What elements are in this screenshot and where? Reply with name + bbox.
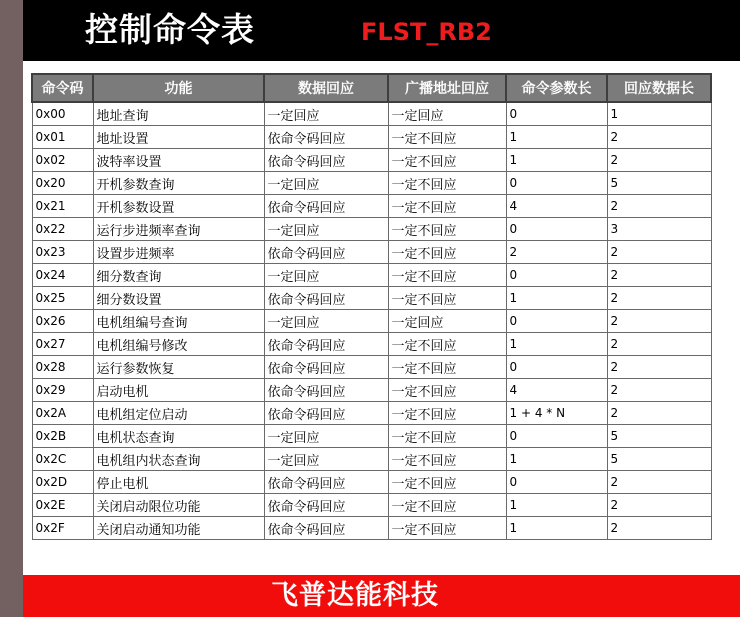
column-header-data-response: 数据回应 xyxy=(264,74,388,102)
cell-response-length: 2 xyxy=(607,264,711,287)
cell-command-code: 0x2F xyxy=(32,517,93,540)
cell-function: 运行参数恢复 xyxy=(93,356,264,379)
cell-function: 细分数设置 xyxy=(93,287,264,310)
table-row xyxy=(32,494,711,517)
column-header-response-length: 回应数据长 xyxy=(607,74,711,102)
cell-function: 关闭启动限位功能 xyxy=(93,494,264,517)
cell-broadcast-response: 一定不回应 xyxy=(388,172,506,195)
cell-data-response: 一定回应 xyxy=(264,102,388,126)
cell-broadcast-response: 一定不回应 xyxy=(388,241,506,264)
cell-command-code: 0x28 xyxy=(32,356,93,379)
cell-param-length: 1 xyxy=(506,333,607,356)
cell-broadcast-response: 一定不回应 xyxy=(388,149,506,172)
cell-broadcast-response: 一定回应 xyxy=(388,310,506,333)
command-table xyxy=(31,73,712,540)
cell-command-code: 0x2B xyxy=(32,425,93,448)
cell-command-code: 0x02 xyxy=(32,149,93,172)
cell-response-length: 5 xyxy=(607,425,711,448)
cell-data-response: 依命令码回应 xyxy=(264,494,388,517)
cell-data-response: 依命令码回应 xyxy=(264,241,388,264)
cell-function: 关闭启动通知功能 xyxy=(93,517,264,540)
cell-data-response: 依命令码回应 xyxy=(264,195,388,218)
column-header-command-code: 命令码 xyxy=(32,74,93,102)
cell-response-length: 2 xyxy=(607,402,711,425)
cell-param-length: 0 xyxy=(506,102,607,126)
cell-broadcast-response: 一定不回应 xyxy=(388,333,506,356)
cell-data-response: 一定回应 xyxy=(264,425,388,448)
cell-broadcast-response: 一定不回应 xyxy=(388,379,506,402)
table-row xyxy=(32,126,711,149)
cell-param-length: 1 xyxy=(506,149,607,172)
table-row xyxy=(32,517,711,540)
cell-function: 地址查询 xyxy=(93,102,264,126)
cell-data-response: 依命令码回应 xyxy=(264,333,388,356)
table-row xyxy=(32,264,711,287)
table-row xyxy=(32,425,711,448)
cell-function: 运行步进频率查询 xyxy=(93,218,264,241)
cell-command-code: 0x2E xyxy=(32,494,93,517)
cell-data-response: 一定回应 xyxy=(264,310,388,333)
cell-param-length: 1 xyxy=(506,517,607,540)
table-row xyxy=(32,195,711,218)
table-row xyxy=(32,241,711,264)
cell-function: 电机组编号查询 xyxy=(93,310,264,333)
footer-bar xyxy=(23,575,740,617)
cell-response-length: 5 xyxy=(607,448,711,471)
table-row xyxy=(32,218,711,241)
command-table-container xyxy=(31,73,710,559)
cell-function: 开机参数设置 xyxy=(93,195,264,218)
cell-command-code: 0x26 xyxy=(32,310,93,333)
cell-param-length: 1 xyxy=(506,287,607,310)
cell-response-length: 2 xyxy=(607,333,711,356)
cell-param-length: 0 xyxy=(506,172,607,195)
cell-response-length: 5 xyxy=(607,172,711,195)
cell-response-length: 2 xyxy=(607,471,711,494)
cell-data-response: 依命令码回应 xyxy=(264,471,388,494)
table-row xyxy=(32,287,711,310)
cell-function: 电机组定位启动 xyxy=(93,402,264,425)
cell-broadcast-response: 一定不回应 xyxy=(388,287,506,310)
cell-response-length: 3 xyxy=(607,218,711,241)
cell-param-length: 0 xyxy=(506,310,607,333)
table-row xyxy=(32,310,711,333)
cell-param-length: 0 xyxy=(506,356,607,379)
table-row xyxy=(32,333,711,356)
cell-command-code: 0x00 xyxy=(32,102,93,126)
cell-broadcast-response: 一定不回应 xyxy=(388,425,506,448)
cell-data-response: 一定回应 xyxy=(264,172,388,195)
cell-function: 地址设置 xyxy=(93,126,264,149)
cell-function: 设置步进频率 xyxy=(93,241,264,264)
column-header-function: 功能 xyxy=(93,74,264,102)
cell-broadcast-response: 一定不回应 xyxy=(388,517,506,540)
cell-broadcast-response: 一定不回应 xyxy=(388,494,506,517)
cell-param-length: 1 + 4 * N xyxy=(506,402,607,425)
cell-param-length: 0 xyxy=(506,218,607,241)
cell-command-code: 0x25 xyxy=(32,287,93,310)
cell-param-length: 1 xyxy=(506,448,607,471)
table-row xyxy=(32,448,711,471)
cell-command-code: 0x2D xyxy=(32,471,93,494)
cell-function: 启动电机 xyxy=(93,379,264,402)
cell-data-response: 一定回应 xyxy=(264,264,388,287)
cell-response-length: 2 xyxy=(607,356,711,379)
cell-broadcast-response: 一定不回应 xyxy=(388,356,506,379)
cell-data-response: 依命令码回应 xyxy=(264,379,388,402)
cell-function: 电机组内状态查询 xyxy=(93,448,264,471)
cell-param-length: 1 xyxy=(506,126,607,149)
table-row xyxy=(32,471,711,494)
cell-broadcast-response: 一定回应 xyxy=(388,102,506,126)
cell-broadcast-response: 一定不回应 xyxy=(388,126,506,149)
page-title: 控制命令表 xyxy=(85,10,255,49)
cell-function: 电机状态查询 xyxy=(93,425,264,448)
cell-function: 波特率设置 xyxy=(93,149,264,172)
cell-data-response: 依命令码回应 xyxy=(264,287,388,310)
table-row xyxy=(32,356,711,379)
cell-command-code: 0x23 xyxy=(32,241,93,264)
cell-data-response: 一定回应 xyxy=(264,448,388,471)
company-name: 飞普达能科技 xyxy=(271,580,439,611)
cell-broadcast-response: 一定不回应 xyxy=(388,218,506,241)
cell-command-code: 0x2A xyxy=(32,402,93,425)
cell-response-length: 2 xyxy=(607,310,711,333)
column-header-param-length: 命令参数长 xyxy=(506,74,607,102)
cell-command-code: 0x24 xyxy=(32,264,93,287)
table-row xyxy=(32,172,711,195)
cell-response-length: 1 xyxy=(607,102,711,126)
cell-param-length: 2 xyxy=(506,241,607,264)
cell-command-code: 0x20 xyxy=(32,172,93,195)
cell-data-response: 依命令码回应 xyxy=(264,402,388,425)
table-row xyxy=(32,149,711,172)
cell-broadcast-response: 一定不回应 xyxy=(388,402,506,425)
cell-response-length: 2 xyxy=(607,195,711,218)
cell-param-length: 0 xyxy=(506,425,607,448)
cell-function: 电机组编号修改 xyxy=(93,333,264,356)
table-header-row xyxy=(32,74,711,102)
cell-command-code: 0x22 xyxy=(32,218,93,241)
cell-data-response: 依命令码回应 xyxy=(264,517,388,540)
table-row xyxy=(32,102,711,126)
table-row xyxy=(32,402,711,425)
cell-command-code: 0x21 xyxy=(32,195,93,218)
cell-function: 开机参数查询 xyxy=(93,172,264,195)
cell-function: 细分数查询 xyxy=(93,264,264,287)
cell-param-length: 4 xyxy=(506,195,607,218)
cell-broadcast-response: 一定不回应 xyxy=(388,471,506,494)
cell-command-code: 0x01 xyxy=(32,126,93,149)
cell-command-code: 0x27 xyxy=(32,333,93,356)
cell-command-code: 0x29 xyxy=(32,379,93,402)
cell-response-length: 2 xyxy=(607,494,711,517)
cell-param-length: 4 xyxy=(506,379,607,402)
table-body xyxy=(32,102,711,540)
column-header-broadcast-response: 广播地址回应 xyxy=(388,74,506,102)
cell-response-length: 2 xyxy=(607,126,711,149)
left-side-bar xyxy=(0,0,23,617)
model-label: FLST_RB2 xyxy=(361,18,492,46)
cell-data-response: 依命令码回应 xyxy=(264,356,388,379)
cell-response-length: 2 xyxy=(607,149,711,172)
cell-data-response: 依命令码回应 xyxy=(264,149,388,172)
cell-param-length: 1 xyxy=(506,494,607,517)
cell-response-length: 2 xyxy=(607,517,711,540)
cell-param-length: 0 xyxy=(506,264,607,287)
cell-broadcast-response: 一定不回应 xyxy=(388,264,506,287)
header-bar xyxy=(23,0,740,61)
table-row xyxy=(32,379,711,402)
cell-broadcast-response: 一定不回应 xyxy=(388,195,506,218)
cell-response-length: 2 xyxy=(607,379,711,402)
cell-command-code: 0x2C xyxy=(32,448,93,471)
cell-response-length: 2 xyxy=(607,241,711,264)
cell-broadcast-response: 一定不回应 xyxy=(388,448,506,471)
cell-data-response: 依命令码回应 xyxy=(264,126,388,149)
cell-response-length: 2 xyxy=(607,287,711,310)
cell-data-response: 一定回应 xyxy=(264,218,388,241)
cell-function: 停止电机 xyxy=(93,471,264,494)
cell-param-length: 0 xyxy=(506,471,607,494)
